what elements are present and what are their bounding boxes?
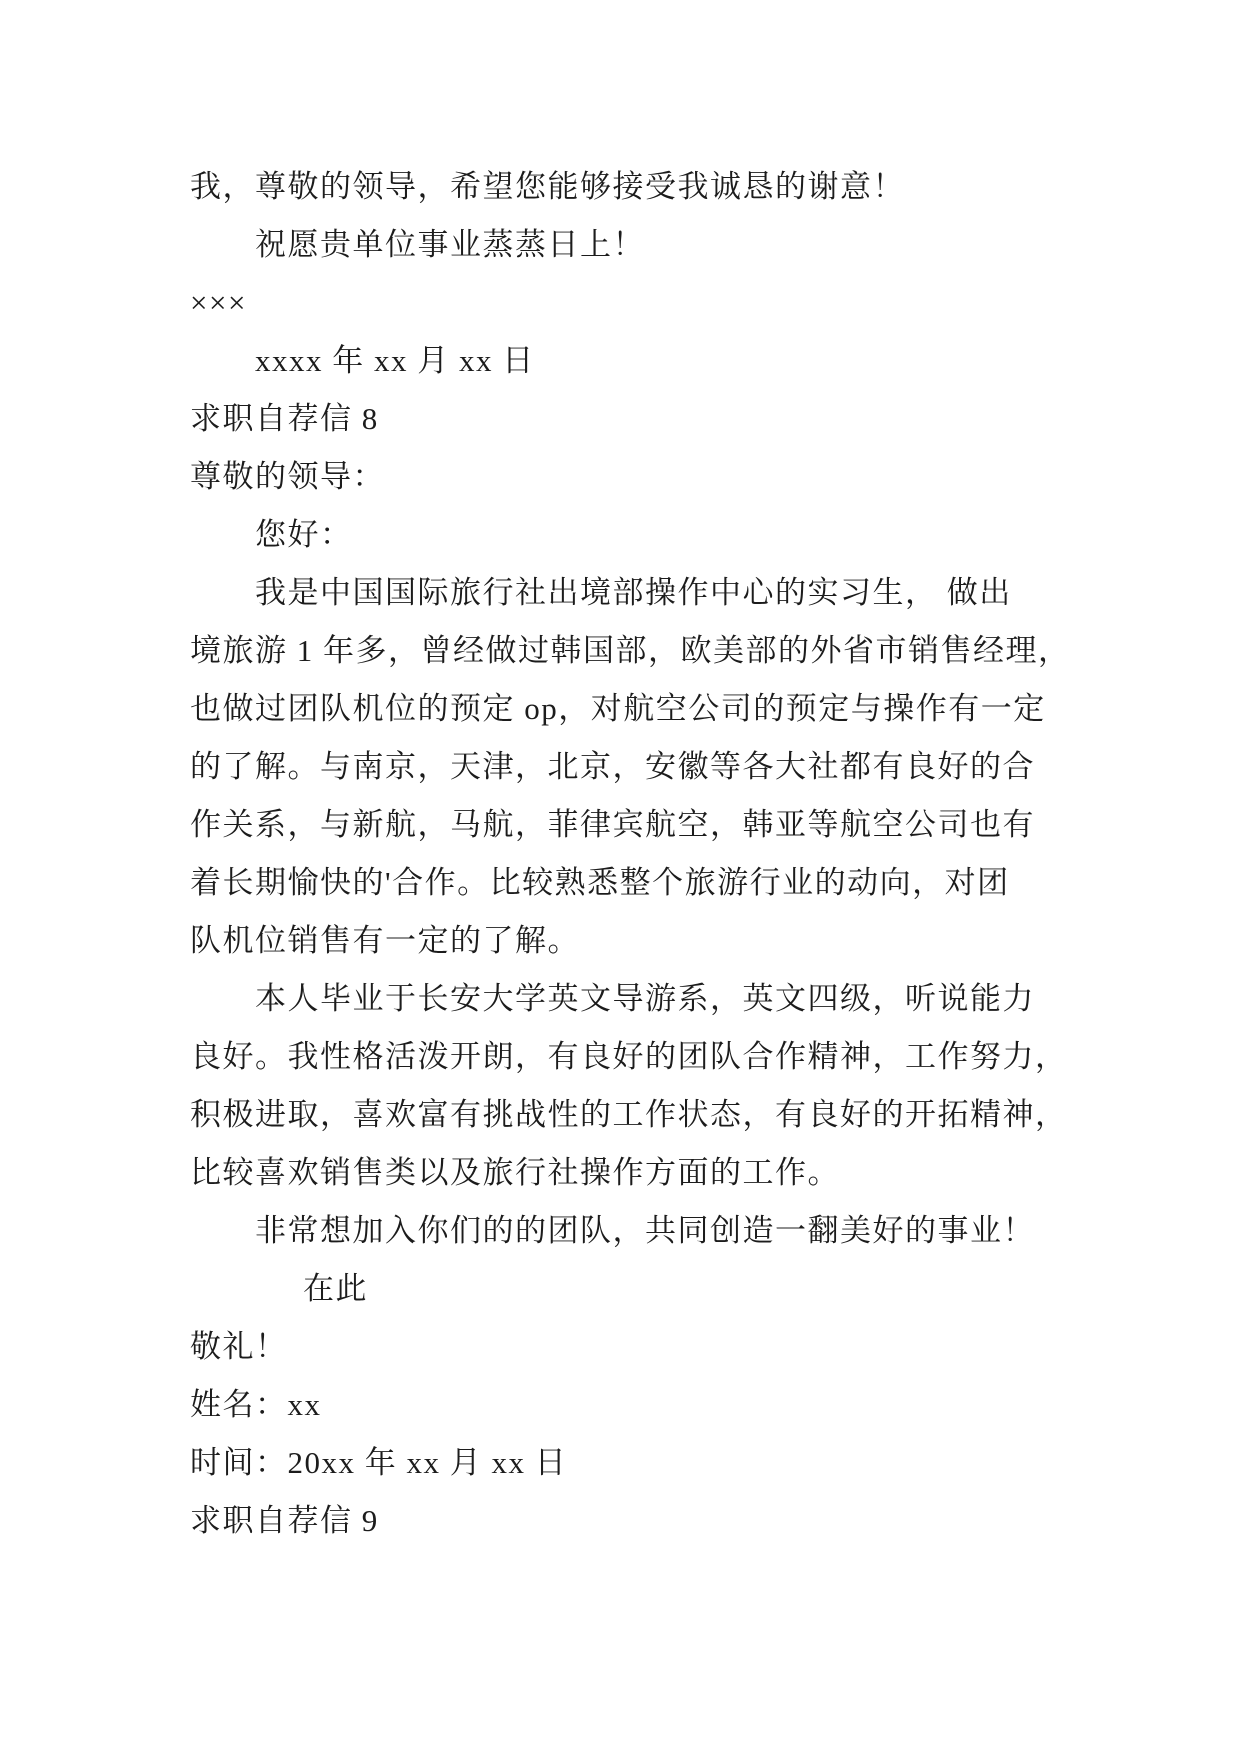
letter-8-paragraph-3: 非常想加入你们的的团队，共同创造一翻美好的事业！ [255, 1213, 1035, 1248]
previous-letter-date: xxxx 年 xx 月 xx 日 [255, 343, 535, 378]
letter-9-heading: 求职自荐信 9 [190, 1503, 379, 1538]
paragraph-line: 作关系，与新航，马航，菲律宾航空，韩亚等航空公司也有 [190, 807, 1035, 842]
letter-8-closing: 在此 [303, 1271, 368, 1306]
previous-letter-closing-text: 我，尊敬的领导，希望您能够接受我诚恳的谢意！ [190, 169, 905, 204]
letter-8-regards: 敬礼！ [190, 1329, 288, 1364]
letter-8-date: 时间：20xx 年 xx 月 xx 日 [190, 1445, 568, 1480]
previous-letter-signature: ××× [190, 285, 247, 320]
letter-8-name: 姓名：xx [190, 1387, 322, 1422]
document-page [190, 158, 1090, 1550]
letter-8-heading: 求职自荐信 8 [190, 401, 379, 436]
previous-letter-wish: 祝愿贵单位事业蒸蒸日上！ [255, 227, 645, 262]
letter-8-greeting: 您好： [255, 517, 353, 552]
paragraph-line: 我是中国国际旅行社出境部操作中心的实习生， 做出 [255, 575, 1012, 610]
letter-8-paragraph-1 [190, 564, 1090, 970]
paragraph-line: 积极进取，喜欢富有挑战性的工作状态，有良好的开拓精神， [190, 1097, 1068, 1132]
letter-8-paragraph-2 [190, 970, 1090, 1202]
paragraph-line: 本人毕业于长安大学英文导游系，英文四级，听说能力 [255, 981, 1035, 1016]
paragraph-line: 也做过团队机位的预定 op，对航空公司的预定与操作有一定 [190, 691, 1046, 726]
paragraph-line: 良好。我性格活泼开朗，有良好的团队合作精神，工作努力， [190, 1039, 1068, 1074]
paragraph-line: 队机位销售有一定的了解。 [190, 923, 580, 958]
letter-8-salutation: 尊敬的领导： [190, 459, 385, 494]
paragraph-line: 着长期愉快的'合作。比较熟悉整个旅游行业的动向，对团 [190, 865, 1010, 900]
paragraph-line: 境旅游 1 年多，曾经做过韩国部，欧美部的外省市销售经理， [190, 633, 1071, 668]
paragraph-line: 比较喜欢销售类以及旅行社操作方面的工作。 [190, 1155, 840, 1190]
paragraph-line: 的了解。与南京，天津，北京，安徽等各大社都有良好的合 [190, 749, 1035, 784]
